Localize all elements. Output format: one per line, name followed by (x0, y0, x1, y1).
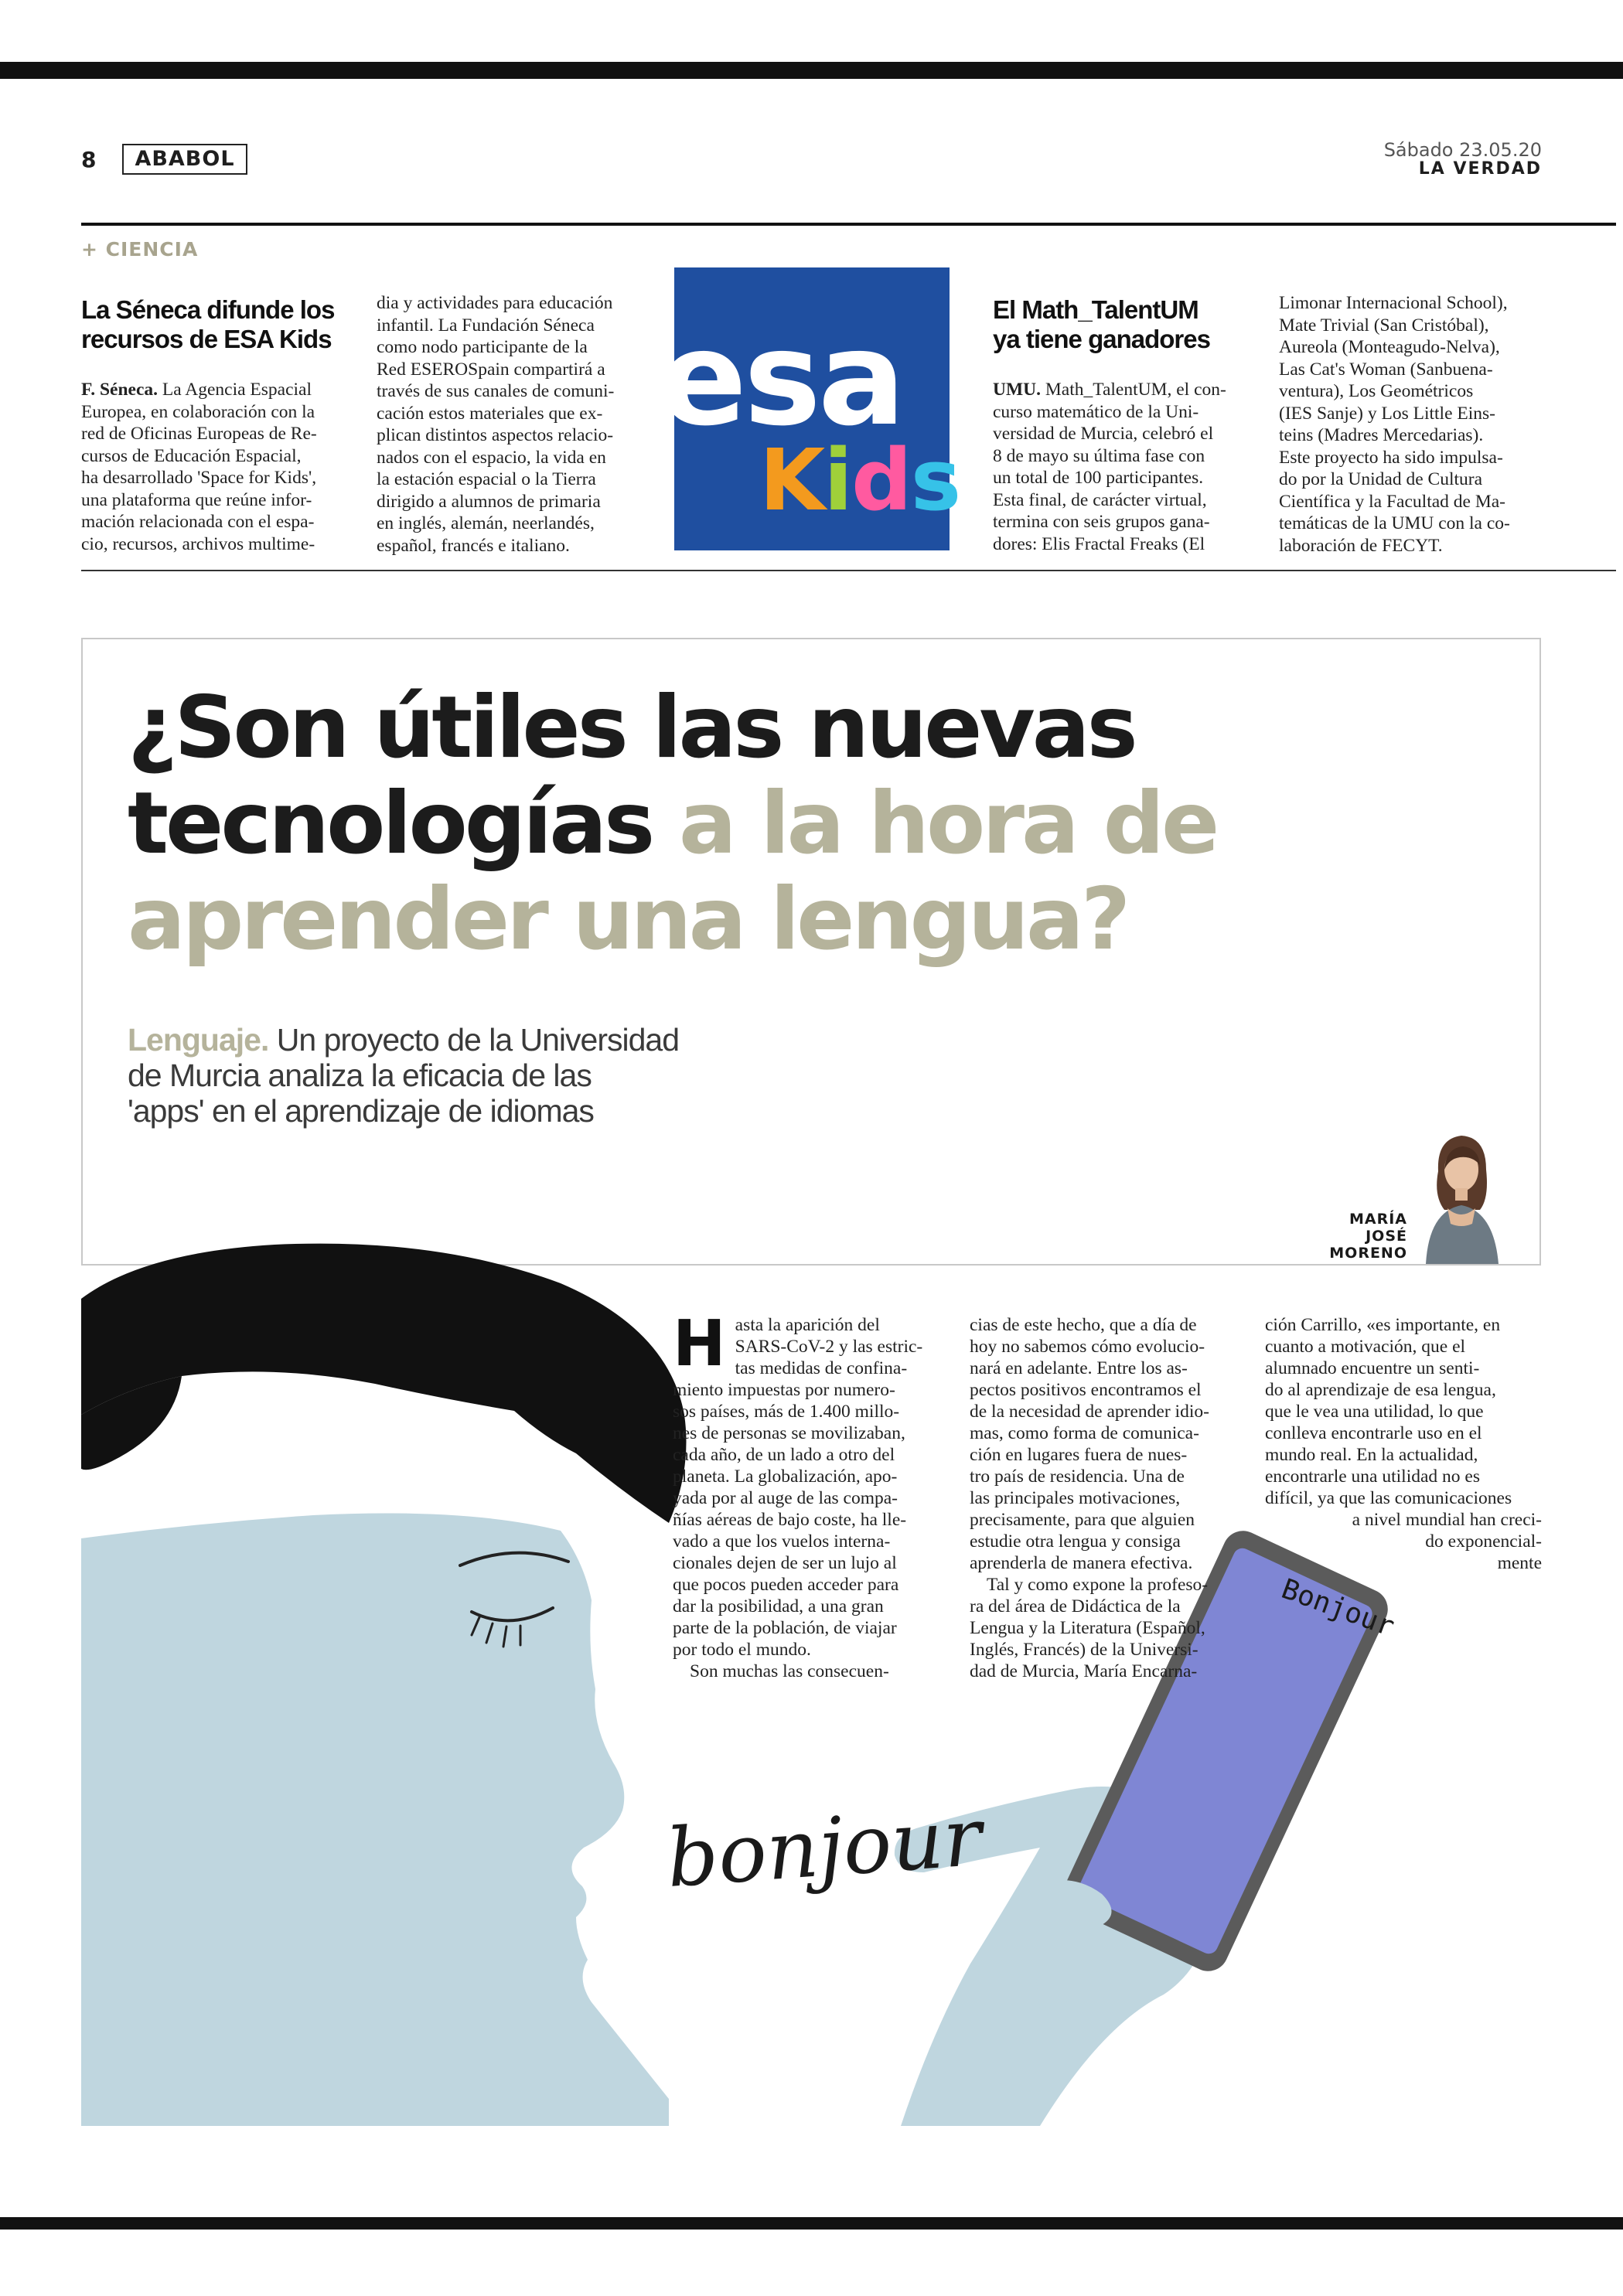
headline-dark-part: tecnologías (128, 774, 653, 874)
brief-math-line: Este proyecto ha sido impulsa- (1279, 447, 1503, 468)
brief-esa-source: F. Séneca. (81, 380, 159, 400)
article-line: pectos positivos encontramos el (970, 1380, 1202, 1400)
brief-esa-line: cio, recursos, archivos multime- (81, 533, 315, 554)
article-line: estudie otra lengua y consiga (970, 1531, 1181, 1552)
kids-logo-text (759, 431, 960, 530)
brief-esa-line: como nodo participante de la (377, 337, 588, 357)
brief-esa-line: nados con el espacio, la vida en (377, 447, 606, 468)
article-line: planeta. La globalización, apo- (673, 1467, 898, 1487)
article-column-2 (970, 1314, 1246, 1682)
headline-light-part: a la hora de (652, 774, 1217, 874)
article-line: yada por al auge de las compa- (673, 1488, 898, 1508)
article-line: Lengua y la Literatura (Español, (970, 1618, 1205, 1638)
article-line: de la necesidad de aprender idio- (970, 1402, 1209, 1422)
brief-math-line: Aureola (Monteagudo-Nelva), (1279, 337, 1500, 357)
article-line: que pocos pueden acceder para (673, 1575, 899, 1595)
brief-math-line: Mate Trivial (San Cristóbal), (1279, 315, 1489, 336)
brief-math-line: 8 de mayo su última fase con (993, 445, 1205, 466)
brief-esa-line: español, francés e italiano. (377, 535, 570, 556)
article-line: tro país de residencia. Una de (970, 1467, 1185, 1487)
article-line: Tal y como expone la profeso- (987, 1575, 1209, 1595)
article-line: aprenderla de manera efectiva. (970, 1553, 1193, 1573)
article-line: tas medidas de confina- (735, 1358, 908, 1378)
brief-math-line: laboración de FECYT. (1279, 535, 1443, 556)
deck (128, 1022, 823, 1129)
article-line: ñías aéreas de bajo coste, ha lle- (673, 1510, 907, 1530)
brief-math-line: dores: Elis Fractal Freaks (El (993, 533, 1205, 554)
kids-logo-d: d (851, 431, 911, 530)
article-line: mente (1497, 1553, 1542, 1573)
brief-esa-line: La Agencia Espacial (162, 380, 312, 400)
brief-esa-line: cación estos materiales que ex- (377, 403, 603, 424)
brief-math-column-2 (1279, 292, 1542, 557)
category-label: + CIENCIA (81, 238, 199, 261)
face-profile-shape (81, 1514, 669, 2127)
brief-math-title-line: ya tiene ganadores (993, 325, 1210, 353)
brief-esa-line: cursos de Educación Espacial, (81, 445, 302, 466)
brief-esa-line: través de sus canales de comuni- (377, 381, 615, 401)
newspaper-name: LA VERDAD (1418, 159, 1542, 179)
phone-bonjour: Bonjour (1277, 1572, 1399, 1644)
esa-kids-logo-image (659, 267, 960, 550)
article-line: cada año, de un lado a otro del (673, 1445, 895, 1465)
article-line: encontrarle una utilidad no es (1265, 1467, 1480, 1487)
article-line: parte de la población, de viajar (673, 1618, 897, 1638)
article-line: SARS-CoV-2 y las estric- (735, 1337, 923, 1357)
brief-esa-title-line: La Séneca difunde los (81, 295, 335, 324)
article-line: do exponencial- (1425, 1531, 1542, 1552)
article-line: vado a que los vuelos interna- (673, 1531, 891, 1552)
brief-math-line: Math_TalentUM, el con- (1045, 380, 1226, 400)
brief-math-line: teins (Madres Mercedarias). (1279, 425, 1484, 445)
brief-esa-line: red de Oficinas Europeas de Re- (81, 424, 317, 444)
brief-math-line: (IES Sanje) y Los Little Eins- (1279, 403, 1495, 424)
drop-cap: H (673, 1307, 726, 1381)
brief-esa-line: dirigido a alumnos de primaria (377, 491, 601, 512)
article-line: mas, como forma de comunica- (970, 1423, 1199, 1443)
section-label: ABABOL (122, 144, 247, 175)
article-line: cuanto a motivación, que el (1265, 1337, 1466, 1357)
article-line: dar la posibilidad, a una gran (673, 1596, 884, 1616)
article-column-1 (673, 1307, 950, 1682)
headline-line-3: aprender una lengua? (128, 870, 1128, 969)
article-line: cionales dejen de ser un lujo al (673, 1553, 897, 1573)
headline-line-1: ¿Son útiles las nuevas (128, 678, 1135, 778)
article-line: ra del área de Didáctica de la (970, 1596, 1181, 1616)
esa-logo-text: esa (659, 303, 903, 455)
article-line: Inglés, Francés) de la Universi- (970, 1640, 1198, 1660)
article-column-3 (1265, 1314, 1542, 1574)
headline (128, 680, 1365, 968)
brief-esa-line: la estación espacial o la Tierra (377, 469, 596, 489)
article-line: Son muchas las consecuen- (690, 1661, 889, 1681)
brief-math-title (993, 295, 1256, 354)
article-line: nes de personas se movilizaban, (673, 1423, 905, 1443)
article-line: alumnado encuentre un senti- (1265, 1358, 1480, 1378)
article-line: por todo el mundo. (673, 1640, 811, 1660)
briefs-rule (81, 570, 1616, 571)
brief-math-line: Las Cat's Woman (Sanbuena- (1279, 359, 1493, 380)
brief-esa-line: en inglés, alemán, neerlandés, (377, 513, 595, 533)
brief-math-line: Limonar Internacional School), (1279, 293, 1508, 313)
brief-esa-column-1 (81, 379, 346, 555)
page-number: 8 (81, 147, 97, 172)
brief-esa-line: una plataforma que reúne infor- (81, 489, 312, 510)
brief-esa-line: plican distintos aspectos relacio- (377, 425, 614, 445)
article-line: ción Carrillo, «es importante, en (1265, 1315, 1501, 1335)
byline-line: MARÍA (1349, 1211, 1407, 1228)
article-line: conlleva encontrarle uso en el (1265, 1423, 1482, 1443)
headline-line-2 (128, 776, 1365, 872)
bottom-border-bar (0, 2217, 1623, 2230)
article-line: mundo real. En la actualidad, (1265, 1445, 1478, 1465)
kids-logo-k: K (759, 431, 824, 530)
article-line: miento impuestas por numero- (673, 1380, 895, 1400)
brief-esa-title-line: recursos de ESA Kids (81, 325, 332, 353)
brief-esa-line: infantil. La Fundación Séneca (377, 315, 595, 336)
article-line: a nivel mundial han creci- (1352, 1510, 1542, 1530)
deck-line: 'apps' en el aprendizaje de idiomas (128, 1093, 594, 1129)
brief-math-line: Esta final, de carácter virtual, (993, 489, 1207, 510)
article-line: asta la aparición del (735, 1315, 880, 1335)
article-line: nará en adelante. Entre los as- (970, 1358, 1188, 1378)
brief-math-line: termina con seis grupos gana- (993, 512, 1210, 532)
brief-esa-title (81, 295, 344, 354)
brief-math-line: Científica y la Facultad de Ma- (1279, 491, 1505, 512)
kids-logo-s: s (910, 431, 960, 530)
brief-esa-line: Europea, en colaboración con la (81, 401, 315, 422)
article-line: que le vea una utilidad, lo que (1265, 1402, 1484, 1422)
article-line: precisamente, para que alguien (970, 1510, 1195, 1530)
brief-math-line: ventura), Los Geométricos (1279, 381, 1474, 401)
kids-logo-i: i (823, 431, 851, 530)
brief-math-line: do por la Unidad de Cultura (1279, 469, 1483, 489)
deck-kicker: Lenguaje. (128, 1022, 269, 1058)
brief-esa-line: Red ESEROSpain compartirá a (377, 359, 605, 380)
article-line: do al aprendizaje de esa lengua, (1265, 1380, 1496, 1400)
deck-line: Un proyecto de la Universidad (268, 1022, 680, 1058)
top-border-bar (0, 62, 1623, 79)
brief-esa-line: mación relacionada con el espa- (81, 512, 315, 532)
brief-esa-column-2 (377, 292, 649, 557)
article-line: dad de Murcia, María Encarna- (970, 1661, 1198, 1681)
article-line: cias de este hecho, que a día de (970, 1315, 1197, 1335)
header-rule (81, 223, 1616, 226)
brief-math-source: UMU. (993, 380, 1041, 400)
brief-math-line: temáticas de la UMU con la co- (1279, 513, 1510, 533)
script-bonjour: bonjour (663, 1789, 985, 1906)
brief-esa-line: ha desarrollado 'Space for Kids', (81, 468, 317, 488)
article-line: ción en lugares fuera de nues- (970, 1445, 1188, 1465)
article-line: las principales motivaciones, (970, 1488, 1181, 1508)
brief-math-line: versidad de Murcia, celebró el (993, 424, 1214, 444)
brief-math-line: curso matemático de la Uni- (993, 401, 1199, 422)
issue-date: Sábado 23.05.20 (1383, 139, 1542, 161)
brief-math-line: un total de 100 participantes. (993, 468, 1204, 488)
deck-line: de Murcia analiza la eficacia de las (128, 1058, 592, 1093)
article-line: difícil, ya que las comunicaciones (1265, 1488, 1512, 1508)
article-line: hoy no sabemos cómo evolucio- (970, 1337, 1205, 1357)
brief-math-title-line: El Math_TalentUM (993, 295, 1198, 324)
brief-esa-line: dia y actividades para educación (377, 293, 613, 313)
brief-math-column-1 (993, 379, 1243, 555)
byline-line: JOSÉ (1366, 1228, 1407, 1245)
article-line: sos países, más de 1.400 millo- (673, 1402, 900, 1422)
byline-line: MORENO (1329, 1245, 1407, 1262)
